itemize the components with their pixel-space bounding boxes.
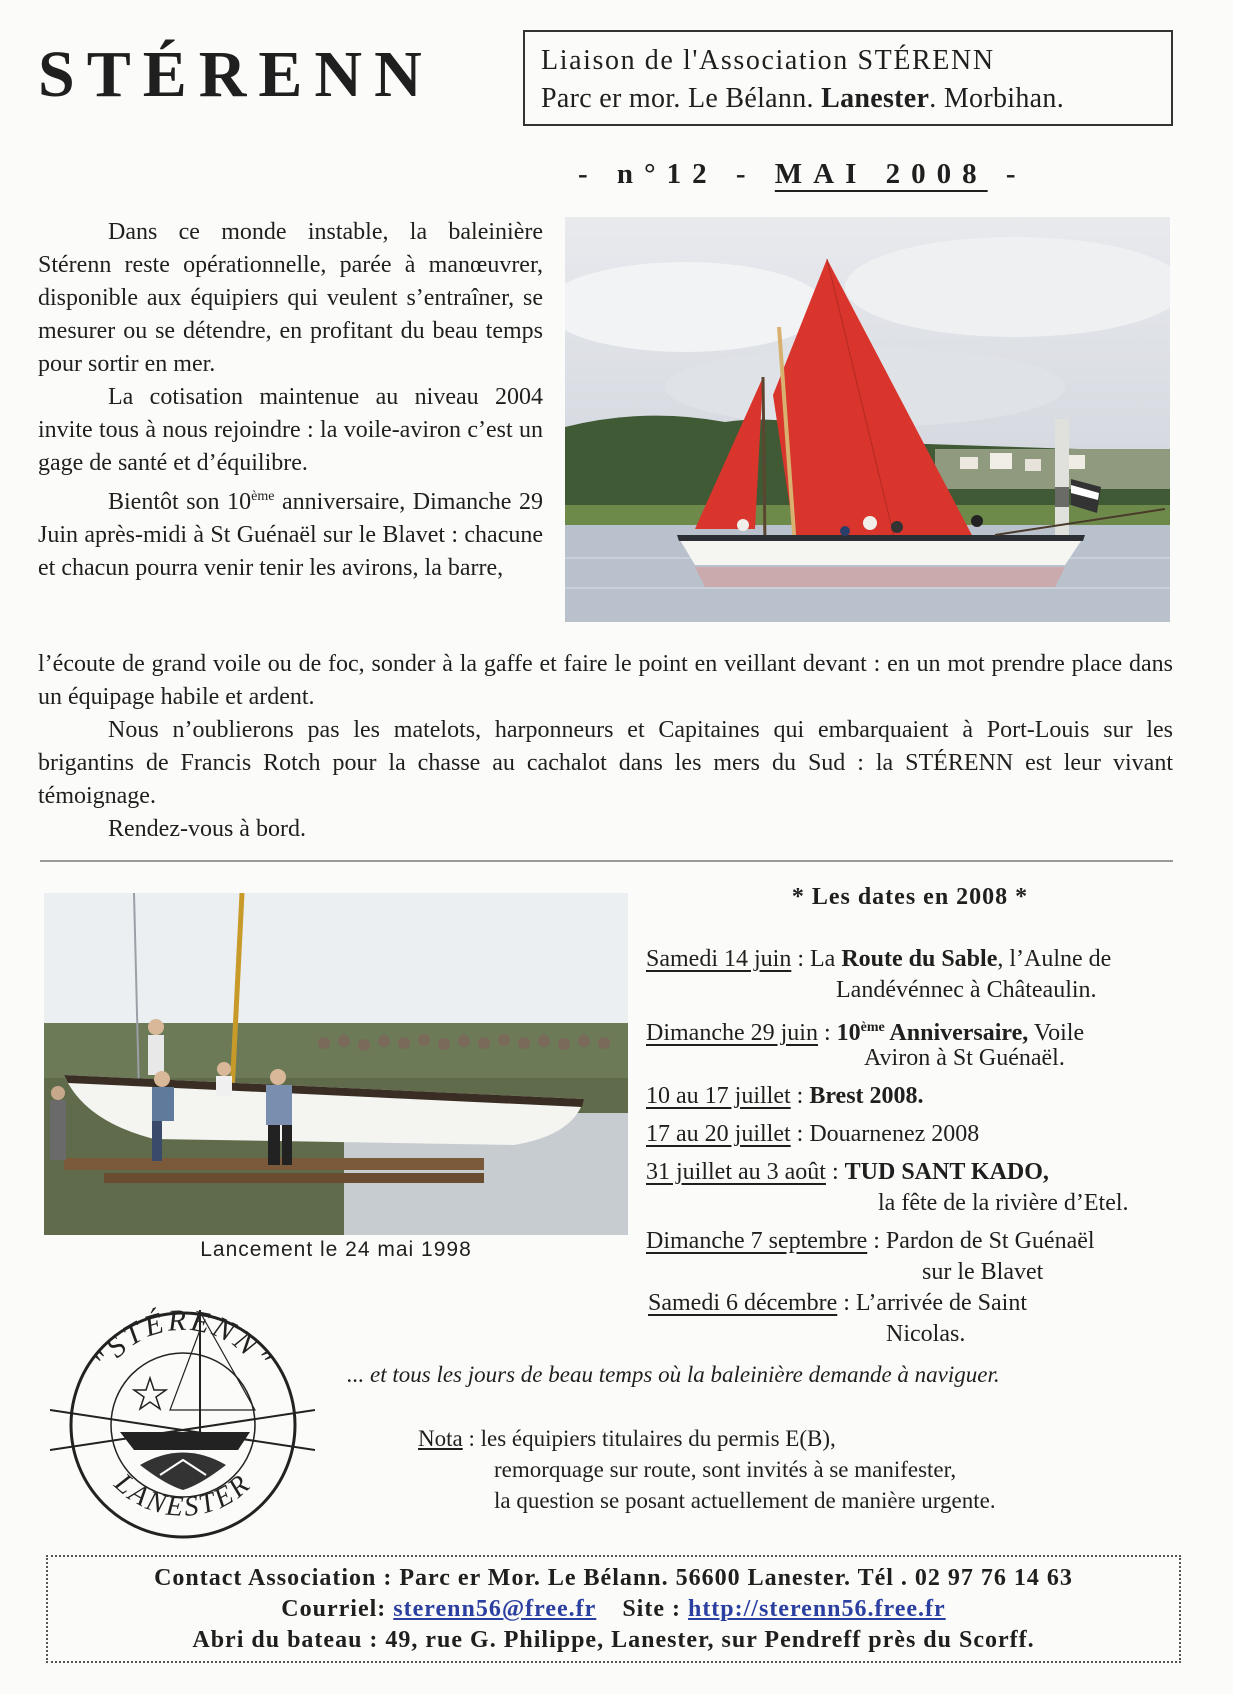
every-sunny-day-note: ... et tous les jours de beau temps où la baleinière demande à naviguer. (347, 1362, 1000, 1387)
header-box (523, 30, 1173, 126)
site-label: Site : (622, 1596, 688, 1622)
article-paragraph-3 (38, 480, 543, 585)
email-link[interactable]: sterenn56@free.fr (393, 1596, 597, 1622)
launch-photo (44, 893, 628, 1235)
date-row-7 (648, 1288, 1027, 1319)
date-row-6 (646, 1226, 1095, 1257)
sailing-boat-photo (565, 217, 1170, 622)
article-paragraph-1: Dans ce monde instable, la baleinière Stérenn reste opérationnelle, parée à manœuvrer, disponible aux équipiers qui veulent s’entraîner, se mesurer ou se détendre, en profitant du beau temps pour sortir en mer. (38, 219, 543, 377)
date-1-b: Route du Sable (841, 946, 998, 972)
date-row-4 (646, 1119, 979, 1150)
article-full-width (38, 648, 1173, 846)
date-2-a: : (817, 1020, 837, 1046)
p3-a: Bientôt son 10 (108, 489, 252, 515)
contact-box (46, 1555, 1181, 1663)
date-row-1-line2: Landévénnec à Châteaulin. (836, 977, 1097, 1003)
launch-photo-caption: Lancement le 24 mai 1998 (200, 1238, 472, 1261)
header-line2-a: Parc er mor. Le Bélann. (541, 83, 822, 114)
contact-line3: Abri du bateau : 49, rue G. Philippe, Lanester, sur Pendreff près du Scorff. (192, 1627, 1035, 1653)
date-2-sup: ème (860, 1020, 885, 1035)
issue-number (578, 158, 1027, 191)
contact-line1: Contact Association : Parc er Mor. Le Bélann. 56600 Lanester. Tél . 02 97 76 14 63 (154, 1565, 1073, 1591)
date-row-5 (646, 1157, 1049, 1188)
date-row-3 (646, 1081, 924, 1112)
date-6: Dimanche 7 septembre (646, 1228, 868, 1254)
logo-top-text: "STÉRENN" (86, 1303, 280, 1376)
article-paragraph-2: La cotisation maintenue au niveau 2004 invite tous à nous rejoindre : la voile-aviron c’est un gage de santé et d’équilibre. (38, 384, 543, 476)
nota-line1 (418, 1423, 996, 1454)
date-row-5-line2: la fête de la rivière d’Etel. (878, 1190, 1129, 1216)
article-paragraph-3-cont: l’écoute de grand voile ou de foc, sonder à la gaffe et faire le point en veillant devant : en un mot prendre place dans un équipage habile et ardent. (38, 651, 1173, 710)
date-3-b: Brest 2008. (809, 1083, 924, 1109)
article-paragraph-4: Nous n’oublierons pas les matelots, harponneurs et Capitaines qui embarquaient à Port-Louis sur les brigantins de Francis Rotch pour la chasse au cachalot dans les mers du Sud : la STÉRENN est leur vivant témoignage. (38, 717, 1173, 809)
sterenn-lanester-logo (50, 1290, 315, 1545)
date-1-c: , l’Aulne de (997, 946, 1112, 972)
contact-line2 (48, 1594, 1179, 1625)
date-2: Dimanche 29 juin (646, 1020, 818, 1046)
logo-bottom-text: LANESTER (108, 1467, 258, 1524)
header-box-line2 (541, 80, 1171, 118)
date-2-d: Voile (1028, 1020, 1085, 1046)
p3-b: anniversaire, Dimanche 29 Juin après-midi à St Guénaël sur le Blavet : chacune et chacun pourra venir tenir les avirons, la barre, (38, 489, 543, 581)
article-paragraph-5: Rendez-vous à bord. (108, 816, 306, 842)
date-2-b: 10 (836, 1020, 861, 1046)
issue-suffix: - (987, 158, 1027, 190)
p3-sup: ème (251, 489, 275, 504)
issue-month: MAI 2008 (774, 158, 988, 190)
date-4: 17 au 20 juillet (646, 1121, 791, 1147)
date-row-6-line2: sur le Blavet (922, 1259, 1044, 1285)
nota-line2: remorquage sur route, sont invités à se manifester, (494, 1457, 957, 1482)
issue-prefix: - n°12 - (578, 158, 775, 190)
date-5-b: TUD SANT KADO, (844, 1159, 1049, 1185)
header-line2-lanester: Lanester (821, 83, 930, 114)
header-line2-c: . Morbihan. (929, 83, 1064, 114)
email-label: Courriel: (281, 1596, 394, 1622)
dates-title: * Les dates en 2008 * (791, 884, 1029, 910)
date-4-a: : Douarnenez 2008 (790, 1121, 980, 1147)
date-2-c: Anniversaire, (884, 1020, 1029, 1046)
date-6-a: : Pardon de St Guénaël (867, 1228, 1095, 1254)
date-row-7-line2: Nicolas. (886, 1321, 966, 1347)
header-box-line1: Liaison de l'Association STÉRENN (541, 45, 995, 76)
nota-line1-text: : les équipiers titulaires du permis E(B), (462, 1426, 836, 1451)
nota-section (418, 1423, 996, 1516)
date-row-1 (646, 944, 1111, 975)
date-1: Samedi 14 juin (646, 946, 792, 972)
date-1-a: : La (791, 946, 842, 972)
date-5: 31 juillet au 3 août (646, 1159, 826, 1185)
date-row-2-line2: Aviron à St Guénaël. (864, 1045, 1065, 1071)
date-7: Samedi 6 décembre (648, 1290, 838, 1316)
nota-line3: la question se posant actuellement de manière urgente. (494, 1488, 996, 1513)
date-3-a: : (790, 1083, 810, 1109)
date-3: 10 au 17 juillet (646, 1083, 791, 1109)
section-divider (40, 860, 1173, 862)
nota-label: Nota (418, 1426, 463, 1451)
newsletter-title: STÉRENN (38, 38, 434, 111)
date-5-a: : (825, 1159, 845, 1185)
article-column (38, 216, 543, 585)
site-link[interactable]: http://sterenn56.free.fr (687, 1596, 946, 1622)
date-7-a: : L’arrivée de Saint (837, 1290, 1027, 1316)
